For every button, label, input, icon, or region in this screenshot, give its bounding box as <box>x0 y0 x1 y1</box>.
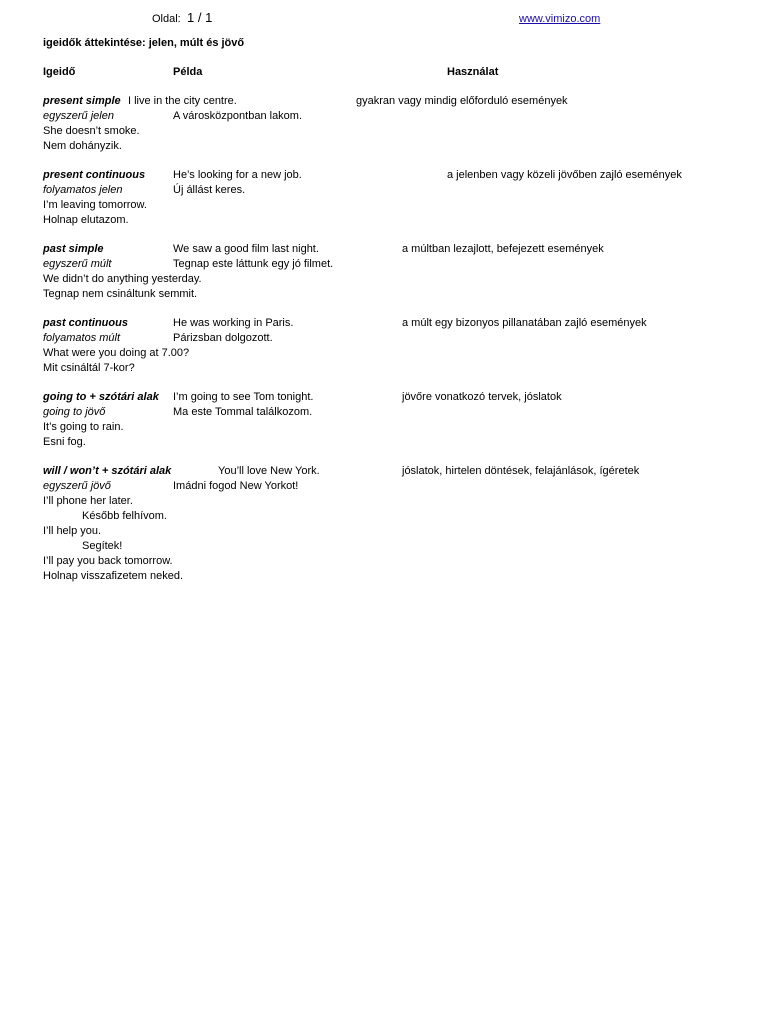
example-hu: Új állást keres. <box>173 184 246 196</box>
column-header-example: Példa <box>173 66 203 78</box>
example-en: You’ll love New York. <box>218 465 320 477</box>
column-header-usage: Használat <box>447 66 499 78</box>
tense-name-hu: going to jövő <box>43 406 106 418</box>
usage-text: jövőre vonatkozó tervek, jóslatok <box>402 391 562 403</box>
tense-name-hu: egyszerű múlt <box>43 258 112 270</box>
extra-line: I’ll phone her later. <box>43 495 133 507</box>
tense-name-en: present simple <box>43 95 121 107</box>
extra-line: Később felhívom. <box>82 510 167 522</box>
usage-text: a múltban lezajlott, befejezett események <box>402 243 604 255</box>
page-label: Oldal: <box>152 13 181 25</box>
site-link[interactable]: www.vimizo.com <box>519 13 601 25</box>
usage-text: jóslatok, hirtelen döntések, felajánlások, ígéretek <box>402 465 640 477</box>
tense-name-hu: egyszerű jövő <box>43 480 111 492</box>
extra-line: It’s going to rain. <box>43 421 124 433</box>
extra-line: What were you doing at 7.00? <box>43 347 190 359</box>
example-en: We saw a good film last night. <box>173 243 319 255</box>
tense-name-en: past simple <box>43 243 104 255</box>
extra-line: Segítek! <box>82 540 123 552</box>
extra-line: Holnap visszafizetem neked. <box>43 570 184 582</box>
extra-line: Nem dohányzik. <box>43 140 122 152</box>
example-en: He’s looking for a new job. <box>173 169 302 181</box>
tense-name-hu: folyamatos múlt <box>43 332 121 344</box>
extra-line: We didn’t do anything yesterday. <box>43 273 202 285</box>
extra-line: I’m leaving tomorrow. <box>43 199 147 211</box>
extra-line: She doesn’t smoke. <box>43 125 140 137</box>
example-hu: Párizsban dolgozott. <box>173 332 273 344</box>
tense-name-en: present continuous <box>43 169 146 181</box>
extra-line: I’ll help you. <box>43 525 102 537</box>
usage-text: gyakran vagy mindig előforduló események <box>356 95 568 107</box>
usage-text: a jelenben vagy közeli jövőben zajló események <box>447 169 682 181</box>
example-en: I live in the city centre. <box>128 95 237 107</box>
extra-line: I’ll pay you back tomorrow. <box>43 555 173 567</box>
example-en: I’m going to see Tom tonight. <box>173 391 314 403</box>
document-title: igeidők áttekintése: jelen, múlt és jövő <box>43 37 245 49</box>
tense-name-hu: folyamatos jelen <box>43 184 123 196</box>
column-header-tense: Igeidő <box>43 66 76 78</box>
example-hu: Imádni fogod New Yorkot! <box>173 480 299 492</box>
tense-name-en: will / won’t + szótári alak <box>43 465 172 477</box>
tense-name-en: past continuous <box>43 317 128 329</box>
tense-name-en: going to + szótári alak <box>43 391 159 403</box>
extra-line: Esni fog. <box>43 436 86 448</box>
example-hu: A városközpontban lakom. <box>173 110 303 122</box>
extra-line: Tegnap nem csináltunk semmit. <box>43 288 198 300</box>
example-hu: Ma este Tommal találkozom. <box>173 406 313 418</box>
example-hu: Tegnap este láttunk egy jó filmet. <box>173 258 334 270</box>
extra-line: Holnap elutazom. <box>43 214 129 226</box>
tense-name-hu: egyszerű jelen <box>43 110 114 122</box>
extra-line: Mit csináltál 7-kor? <box>43 362 135 374</box>
page-number: 1 / 1 <box>187 10 213 25</box>
usage-text: a múlt egy bizonyos pillanatában zajló események <box>402 317 647 329</box>
example-en: He was working in Paris. <box>173 317 294 329</box>
